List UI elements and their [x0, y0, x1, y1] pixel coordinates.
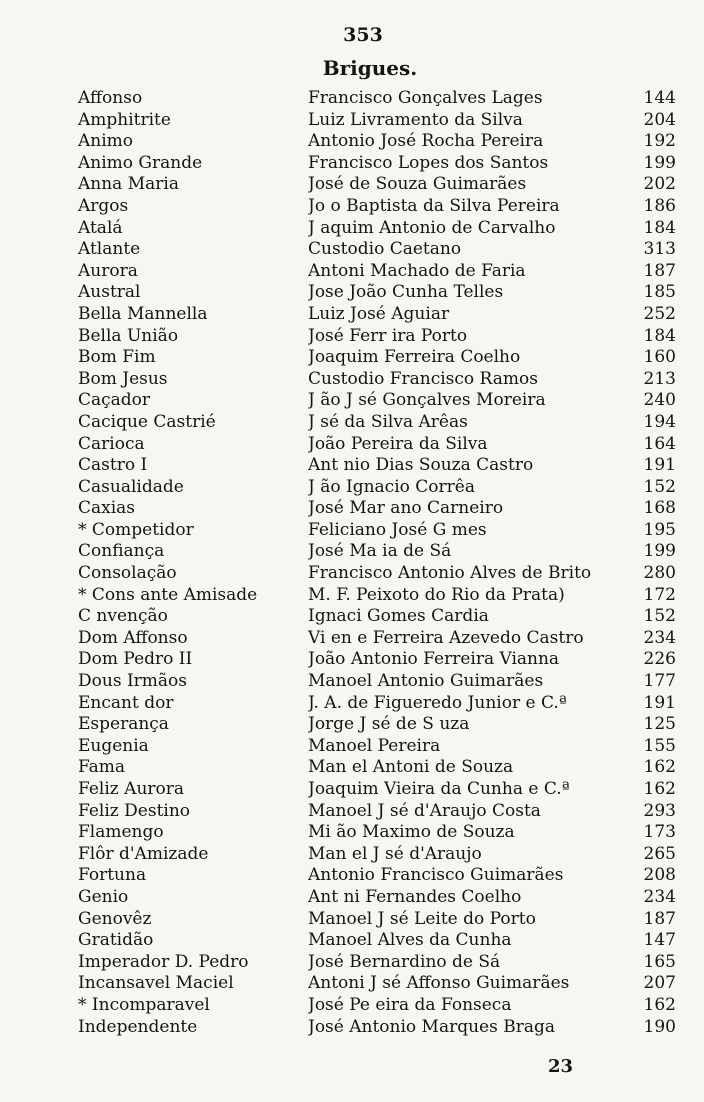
owner-name: Ant ni Fernandes Coelho — [308, 886, 522, 907]
tonnage: 240 — [643, 390, 676, 411]
ship-name: Bella União — [78, 325, 179, 346]
tonnage: 187 — [643, 908, 676, 929]
signature-mark: 23 — [548, 1056, 574, 1077]
registry-row — [76, 477, 676, 499]
tonnage: 191 — [643, 455, 676, 476]
tonnage: 177 — [643, 671, 676, 692]
owner-name: J aquim Antonio de Carvalho — [308, 217, 556, 238]
tonnage: 147 — [643, 930, 676, 951]
owner-name: Manoel J sé Leite do Porto — [308, 908, 536, 929]
tonnage: 313 — [643, 239, 676, 260]
owner-name: Luiz José Aguiar — [308, 303, 450, 324]
tonnage: 172 — [643, 584, 676, 605]
ship-name: Caxias — [78, 498, 136, 519]
owner-name: J ão Ignacio Corrêa — [308, 476, 475, 497]
owner-name: Manoel Antonio Guimarães — [308, 671, 544, 692]
owner-name: Feliciano José G mes — [308, 519, 487, 540]
ship-name: * Competidor — [78, 519, 194, 540]
ship-name: Dom Pedro II — [78, 649, 193, 670]
owner-name: Antonio José Rocha Pereira — [308, 131, 544, 152]
ship-name: Consolação — [78, 563, 177, 584]
registry-row — [76, 822, 676, 844]
registry-row — [76, 174, 676, 196]
ship-name: Confiança — [78, 541, 165, 562]
registry-row — [76, 412, 676, 434]
registry-row — [76, 628, 676, 650]
ship-name: Animo — [78, 131, 134, 152]
registry-row — [76, 196, 676, 218]
owner-name: Antonio Francisco Guimarães — [308, 865, 564, 886]
tonnage: 265 — [643, 843, 676, 864]
registry-row — [76, 153, 676, 175]
ship-name: Esperança — [78, 714, 169, 735]
owner-name: Luiz Livramento da Silva — [308, 109, 523, 130]
ship-name: Austral — [78, 282, 141, 303]
registry-row — [76, 434, 676, 456]
registry-row — [76, 606, 676, 628]
tonnage: 204 — [643, 109, 676, 130]
ship-name: Dous Irmãos — [78, 671, 187, 692]
tonnage: 191 — [643, 692, 676, 713]
registry-row — [76, 714, 676, 736]
registry-row — [76, 110, 676, 132]
registry-row — [76, 498, 676, 520]
tonnage: 155 — [643, 735, 676, 756]
owner-name: José Ferr ira Porto — [308, 325, 468, 346]
owner-name: Antoni Machado de Faria — [308, 260, 526, 281]
tonnage: 162 — [643, 757, 676, 778]
ship-name: Castro I — [78, 455, 148, 476]
owner-name: José Pe eira da Fonseca — [308, 994, 512, 1015]
tonnage: 207 — [643, 973, 676, 994]
ship-name: Independente — [78, 1016, 198, 1037]
tonnage: 213 — [643, 368, 676, 389]
registry-row — [76, 844, 676, 866]
owner-name: Manoel Pereira — [308, 735, 441, 756]
owner-name: Mi ão Maximo de Souza — [308, 822, 515, 843]
owner-name: Jo o Baptista da Silva Pereira — [308, 195, 560, 216]
tonnage: 252 — [643, 303, 676, 324]
tonnage: 152 — [643, 476, 676, 497]
tonnage: 184 — [643, 217, 676, 238]
tonnage: 195 — [643, 519, 676, 540]
ship-name: Genovêz — [78, 908, 152, 929]
ship-name: Affonso — [78, 88, 143, 108]
ship-name: Atlante — [78, 239, 141, 260]
registry-row — [76, 757, 676, 779]
tonnage: 186 — [643, 195, 676, 216]
ship-name: * Cons ante Amisade — [78, 584, 258, 605]
tonnage: 165 — [643, 951, 676, 972]
ship-name: Feliz Aurora — [78, 779, 185, 799]
registry-row — [76, 390, 676, 412]
owner-name: Man el J sé d'Araujo — [308, 843, 482, 864]
registry-row — [76, 909, 676, 931]
registry-row — [76, 973, 676, 995]
registry-row — [76, 779, 676, 801]
ship-name: Bella Mannella — [78, 303, 208, 324]
owner-name: Manoel Alves da Cunha — [308, 930, 512, 951]
ship-name: Flamengo — [78, 822, 164, 843]
owner-name: João Antonio Ferreira Vianna — [308, 649, 560, 670]
tonnage: 226 — [643, 649, 676, 670]
owner-name: Custodio Caetano — [308, 239, 462, 260]
ship-name: Caçador — [78, 390, 151, 411]
ship-name: Fama — [78, 757, 126, 778]
ship-name: Anna Maria — [78, 174, 179, 195]
owner-name: José de Souza Guimarães — [308, 174, 527, 195]
ship-name: Aurora — [78, 260, 138, 281]
registry-row — [76, 304, 676, 326]
tonnage: 199 — [643, 541, 676, 562]
tonnage: 234 — [643, 627, 676, 648]
ship-name: Amphitrite — [78, 109, 171, 130]
ship-name: Bom Jesus — [78, 368, 168, 389]
registry-row — [76, 671, 676, 693]
registry-row — [76, 88, 676, 110]
owner-name: José Ma ia de Sá — [308, 541, 452, 562]
registry-row — [76, 563, 676, 585]
tonnage: 185 — [643, 282, 676, 303]
ship-name: Incansavel Maciel — [78, 973, 234, 994]
owner-name: Joaquim Ferreira Coelho — [308, 347, 521, 368]
ship-name: Eugenia — [78, 735, 149, 756]
registry-row — [76, 261, 676, 283]
tonnage: 152 — [643, 606, 676, 627]
owner-name: Joaquim Vieira da Cunha e C.ª — [308, 779, 570, 799]
owner-name: Jorge J sé de S uza — [308, 714, 470, 735]
tonnage: 208 — [643, 865, 676, 886]
ship-name: Flôr d'Amizade — [78, 843, 209, 864]
registry-row — [76, 736, 676, 758]
ship-name: Genio — [78, 886, 129, 907]
tonnage: 164 — [643, 433, 676, 454]
section-title: Brigues. — [322, 56, 418, 80]
owner-name: Vi en e Ferreira Azevedo Castro — [308, 627, 584, 648]
ship-name: Fortuna — [78, 865, 147, 886]
registry-row — [76, 347, 676, 369]
tonnage: 125 — [643, 714, 676, 735]
registry-row — [76, 218, 676, 240]
tonnage: 202 — [643, 174, 676, 195]
tonnage: 192 — [643, 131, 676, 152]
registry-row — [76, 541, 676, 563]
owner-name: J ão J sé Gonçalves Moreira — [308, 390, 546, 411]
owner-name: José Mar ano Carneiro — [308, 498, 504, 519]
registry-row — [76, 520, 676, 542]
owner-name: Francisco Gonçalves Lages — [308, 88, 543, 108]
tonnage: 199 — [643, 152, 676, 173]
ship-name: Dom Affonso — [78, 627, 188, 648]
ship-name: Bom Fim — [78, 347, 156, 368]
owner-name: J. A. de Figueredo Junior e C.ª — [308, 692, 567, 713]
registry-row — [76, 131, 676, 153]
registry-row — [76, 693, 676, 715]
ship-registry-list — [76, 88, 676, 1038]
registry-row — [76, 1017, 676, 1039]
registry-row — [76, 369, 676, 391]
ship-name: Atalá — [78, 217, 123, 238]
ship-name: Cacique Castrié — [78, 411, 216, 432]
ship-name: * Incomparavel — [78, 994, 210, 1015]
tonnage: 184 — [643, 325, 676, 346]
owner-name: Man el Antoni de Souza — [308, 757, 514, 778]
ship-name: Gratidão — [78, 930, 154, 951]
owner-name: Antoni J sé Affonso Guimarães — [308, 973, 570, 994]
registry-row — [76, 455, 676, 477]
owner-name: J sé da Silva Arêas — [308, 411, 468, 432]
owner-name: Jose João Cunha Telles — [308, 282, 504, 303]
registry-row — [76, 952, 676, 974]
tonnage: 234 — [643, 886, 676, 907]
page-number: 353 — [343, 24, 383, 46]
ship-name: Feliz Destino — [78, 800, 191, 821]
registry-row — [76, 239, 676, 261]
registry-row — [76, 995, 676, 1017]
ship-name: C nvenção — [78, 606, 168, 627]
tonnage: 173 — [643, 822, 676, 843]
registry-row — [76, 585, 676, 607]
ship-name: Carioca — [78, 433, 145, 454]
tonnage: 160 — [643, 347, 676, 368]
tonnage: 280 — [643, 563, 676, 584]
ship-name: Argos — [78, 195, 129, 216]
tonnage: 144 — [643, 88, 676, 108]
ship-name: Imperador D. Pedro — [78, 951, 249, 972]
tonnage: 187 — [643, 260, 676, 281]
registry-row — [76, 801, 676, 823]
ship-name: Animo Grande — [78, 152, 203, 173]
tonnage: 162 — [643, 779, 676, 799]
owner-name: Ignaci Gomes Cardia — [308, 606, 489, 627]
registry-row — [76, 865, 676, 887]
registry-row — [76, 887, 676, 909]
registry-row — [76, 282, 676, 304]
owner-name: João Pereira da Silva — [308, 433, 488, 454]
owner-name: Ant nio Dias Souza Castro — [308, 455, 534, 476]
tonnage: 293 — [643, 800, 676, 821]
owner-name: M. F. Peixoto do Rio da Prata) — [308, 584, 565, 605]
tonnage: 190 — [643, 1016, 676, 1037]
ship-name: Encant dor — [78, 692, 174, 713]
registry-row — [76, 649, 676, 671]
tonnage: 194 — [643, 411, 676, 432]
owner-name: José Antonio Marques Braga — [308, 1016, 556, 1037]
registry-row — [76, 930, 676, 952]
owner-name: Francisco Antonio Alves de Brito — [308, 563, 592, 584]
owner-name: José Bernardino de Sá — [308, 951, 501, 972]
registry-row — [76, 326, 676, 348]
tonnage: 162 — [643, 994, 676, 1015]
owner-name: Manoel J sé d'Araujo Costa — [308, 800, 541, 821]
owner-name: Custodio Francisco Ramos — [308, 368, 538, 389]
ship-name: Casualidade — [78, 476, 184, 497]
tonnage: 168 — [643, 498, 676, 519]
owner-name: Francisco Lopes dos Santos — [308, 152, 549, 173]
